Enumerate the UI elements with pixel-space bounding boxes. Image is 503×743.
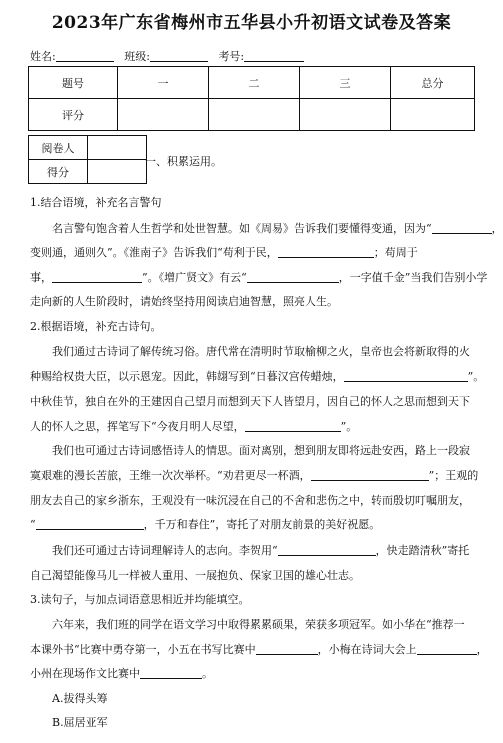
score-table-cell: 评分 (29, 99, 118, 131)
q2-line: 中秋佳节，独自在外的王建因自己望月而想到天下人皆望月，因自己的怀人之思而想到天下 (30, 395, 470, 408)
q2-text: 寞艰难的漫长苦旅，王维一次次举杯。“劝君更尽一杯酒， (30, 469, 311, 482)
q2-line: 自己渴望能像马儿一样被人重用、一展抱负、保家卫国的雄心壮志。 (30, 569, 360, 582)
grader-box (28, 135, 147, 184)
answer-blank[interactable] (432, 222, 492, 234)
class-label: 班级: (124, 50, 150, 63)
score-table-cell: 一 (118, 67, 209, 99)
answer-blank[interactable] (256, 643, 318, 655)
score-table-cell: 总分 (391, 67, 475, 99)
answer-blank[interactable] (417, 643, 477, 655)
score-table-header-row (29, 67, 475, 99)
score-table-score-row (29, 99, 475, 131)
q3-text: ， (476, 643, 488, 656)
score-entry-cell[interactable] (209, 99, 300, 131)
answer-blank[interactable] (52, 271, 142, 283)
q1-text: ”。《增广贤文》有云“ (142, 271, 247, 284)
q1-line (30, 271, 488, 285)
q2-text: 种赐给权贵大臣，以示恩宠。因此，韩翃写到“日暮汉宫传蜡烛， (30, 370, 344, 383)
q1-text: ；苟周于 (373, 246, 418, 259)
grader-score-label: 得分 (29, 160, 88, 184)
q1-line (52, 222, 503, 236)
section-title: 一、积累运用。 (145, 155, 222, 168)
q2-stem: 2.根据语境，补充古诗句。 (30, 320, 162, 333)
q3-text: ，小梅在诗词大会上 (317, 643, 417, 656)
answer-blank[interactable] (36, 518, 144, 530)
page-title: 2023年广东省梅州市五华县小升初语文试卷及答案 (51, 13, 452, 33)
q2-line (52, 544, 499, 558)
score-entry-cell[interactable] (118, 99, 209, 131)
q2-line: 朋友去自己的家乡浙东，王观没有一味沉浸在自己的不舍和悲伤之中，转而殷切叮嘱朋友， (30, 494, 470, 507)
q3-line: 六年来，我们班的同学在语文学习中取得累累硕果，荣获多项冠军。如小华在“推荐一 (52, 618, 465, 631)
q3-text: 本课外书“比赛中勇夺第一，小五在书写比赛中 (30, 643, 256, 656)
answer-blank[interactable] (140, 667, 202, 679)
q2-text: 人的怀人之思，挥笔写下“今夜月明人尽望， (30, 420, 245, 433)
q2-line (30, 469, 477, 483)
q2-text: ”。 (467, 370, 485, 383)
q3-line (30, 643, 488, 657)
grader-score-entry[interactable] (88, 160, 147, 184)
q1-stem: 1.结合语境，补充名言警句 (30, 196, 162, 209)
q3-option-a[interactable]: A.拔得头筹 (52, 692, 108, 705)
q1-text: ， (491, 222, 503, 235)
score-table (28, 66, 475, 131)
answer-blank[interactable] (245, 420, 341, 432)
q1-text: 名言警句饱含着人生哲学和处世智慧。如《周易》告诉我们要懂得变通，因为“ (52, 222, 432, 235)
answer-blank[interactable] (344, 370, 468, 382)
answer-blank[interactable] (247, 271, 339, 283)
exam-number-blank[interactable] (244, 50, 304, 62)
q2-text: ”；王观的 (428, 469, 479, 482)
score-entry-cell[interactable] (300, 99, 391, 131)
q2-line (30, 518, 477, 532)
q3-option-b[interactable]: B.屈居亚军 (52, 716, 108, 729)
q2-text: 我们还可通过古诗词理解诗人的志向。李贺用“ (52, 544, 278, 557)
q1-text: 变则通，通则久”。《淮南子》告诉我们“苟利于民， (30, 246, 278, 259)
q3-stem: 3.读句子，与加点词语意思相近并均能填空。 (30, 593, 250, 606)
answer-blank[interactable] (311, 469, 429, 481)
score-entry-cell[interactable] (391, 99, 475, 131)
score-table-cell: 题号 (29, 67, 118, 99)
score-table-cell: 三 (300, 67, 391, 99)
q3-text: 小州在现场作文比赛中 (30, 667, 140, 680)
q1-text: ，一字值千金”当我们告别小学 (338, 271, 488, 284)
grader-reviewer-label: 阅卷人 (29, 136, 88, 160)
q2-text: ，千万和春住”，寄托了对朋友前景的美好祝愿。 (143, 518, 381, 531)
exam-number-label: 考号: (218, 50, 245, 63)
answer-blank[interactable] (278, 544, 376, 556)
q1-text: 事， (30, 271, 52, 284)
grader-reviewer-entry[interactable] (88, 136, 147, 160)
student-info-line (30, 48, 304, 64)
answer-blank[interactable] (278, 246, 374, 258)
score-table-cell: 二 (209, 67, 300, 99)
q2-line (30, 420, 477, 434)
q3-text: 。 (202, 667, 213, 680)
q2-text: ”。 (340, 420, 358, 433)
q2-text: ，快走踏清秋”寄托 (375, 544, 470, 557)
q2-text: “ (30, 518, 36, 531)
class-blank[interactable] (150, 50, 208, 62)
q2-line: 我们也可通过古诗词感悟诗人的情思。面对离别，想到朋友即将远赴安西，路上一段寂 (52, 444, 470, 457)
q1-line: 走向新的人生阶段时，请始终坚持用阅读启迪智慧，照亮人生。 (30, 295, 338, 308)
name-blank[interactable] (56, 50, 114, 62)
q1-line (30, 246, 477, 260)
q2-line (30, 370, 485, 384)
name-label: 姓名: (30, 50, 56, 63)
q3-line (30, 667, 477, 681)
q2-line: 我们通过古诗词了解传统习俗。唐代常在清明时节取榆柳之火，皇帝也会将新取得的火 (52, 345, 470, 358)
